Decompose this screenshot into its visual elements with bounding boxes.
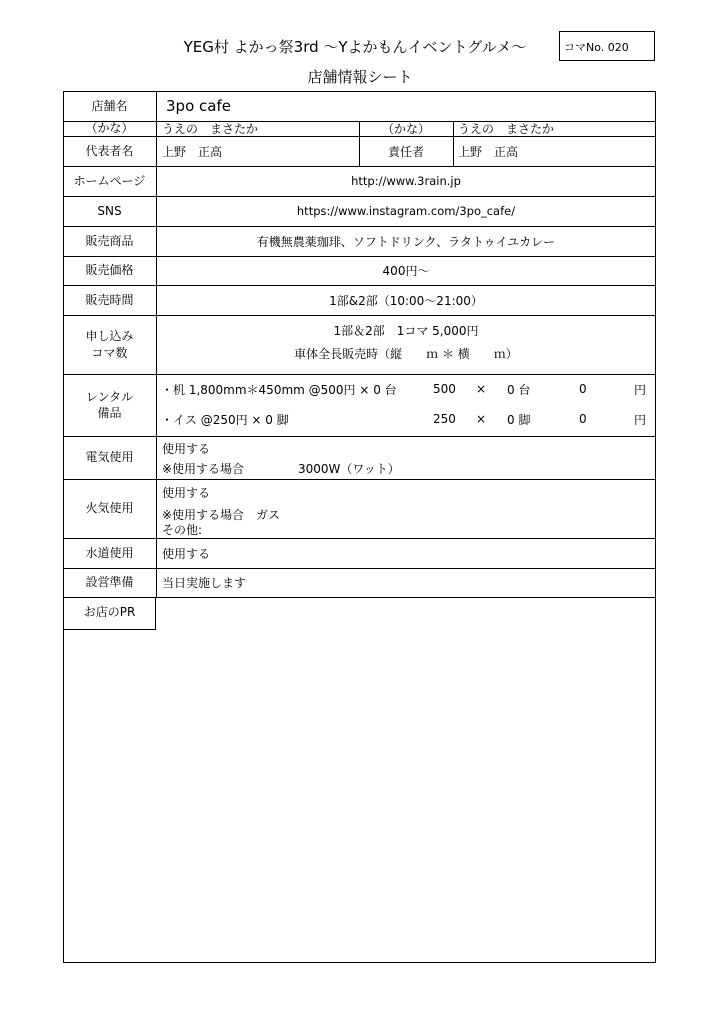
electricity-value-note: ※使用する場合 <box>162 462 245 476</box>
rental-desk-yen: 円 <box>634 382 647 397</box>
pr-content-area <box>66 630 652 960</box>
responsible-label: 責任者 <box>387 144 424 159</box>
setup-value: 当日実施します <box>162 576 247 590</box>
kana-label-responsible: （かな） <box>381 122 430 136</box>
pr-label: お店のPR <box>83 604 136 619</box>
sns-value: https://www.instagram.com/3po_cafe/ <box>296 204 516 218</box>
rental-label <box>63 374 156 436</box>
homepage-value: http://www.3rain.jp <box>351 174 461 188</box>
hours-label: 販売時間 <box>85 292 134 307</box>
sns-label: SNS <box>97 203 122 218</box>
rental-chair-yen: 円 <box>634 412 647 427</box>
fire-label: 火気使用 <box>85 501 134 516</box>
water-label: 水道使用 <box>85 545 134 560</box>
rental-chair-times: × <box>476 412 487 426</box>
document-subtitle: 店舗情報シート <box>307 68 413 86</box>
shop-name-label: 店舗名 <box>91 98 128 113</box>
rental-desk-qty: 0 台 <box>507 382 531 397</box>
homepage-label: ホームページ <box>73 173 146 188</box>
products-value: 有機無農薬珈琲、ソフトドリンク、ラタトゥイユカレー <box>256 234 556 249</box>
kana-value-representative: うえの まさたか <box>162 122 259 136</box>
application-value-line1: 1部＆2部 1コマ 5,000円 <box>333 323 479 338</box>
fire-value-gas: ※使用する場合 ガス <box>162 508 281 522</box>
price-value: 400円〜 <box>382 264 430 278</box>
application-label-line1: 申し込み <box>85 329 134 344</box>
rental-desk-total: 0 <box>579 382 587 396</box>
kana-value-responsible: うえの まさたか <box>458 122 555 136</box>
rental-chair-price: 250 <box>433 412 456 426</box>
application-label-line2: コマ数 <box>91 345 128 360</box>
responsible-value: 上野 正高 <box>458 144 519 159</box>
rental-desk-text: ・机 1,800mm＊450mm @500円 × 0 台 <box>161 382 397 397</box>
kana-label: （かな） <box>85 121 134 136</box>
rental-chair-qty: 0 脚 <box>507 412 531 427</box>
representative-label: 代表者名 <box>85 143 134 158</box>
setup-label: 設営準備 <box>85 575 134 590</box>
hours-value: 1部&2部（10:00〜21:00） <box>329 293 483 308</box>
rental-desk-price: 500 <box>433 382 456 396</box>
rental-label-line2: 備品 <box>97 406 122 420</box>
koma-number-box: コマNo. 020 <box>559 31 655 61</box>
rental-label-line1: レンタル <box>85 389 134 404</box>
document-title: YEG村 よかっ祭3rd 〜Yよかもんイベントグルメ〜 <box>183 38 527 56</box>
electricity-value-use: 使用する <box>162 442 211 456</box>
rental-chair-text: ・イス @250円 × 0 脚 <box>161 412 289 427</box>
fire-value-use: 使用する <box>162 486 211 500</box>
shop-name-value: 3po cafe <box>166 97 231 115</box>
column-divider <box>453 121 454 166</box>
representative-value: 上野 正高 <box>162 144 223 159</box>
products-label: 販売商品 <box>85 233 134 248</box>
rental-desk-times: × <box>476 382 487 396</box>
water-value: 使用する <box>162 546 211 561</box>
rental-chair-total: 0 <box>579 412 587 426</box>
application-value-line2: 車体全長販売時（縦 ｍ ＊ 横 ｍ） <box>294 346 518 361</box>
electricity-value-watt: 3000W（ワット） <box>298 462 400 476</box>
application-label <box>63 315 156 374</box>
electricity-label: 電気使用 <box>85 450 134 465</box>
price-label: 販売価格 <box>85 263 134 278</box>
fire-value-other: その他: <box>162 523 203 537</box>
